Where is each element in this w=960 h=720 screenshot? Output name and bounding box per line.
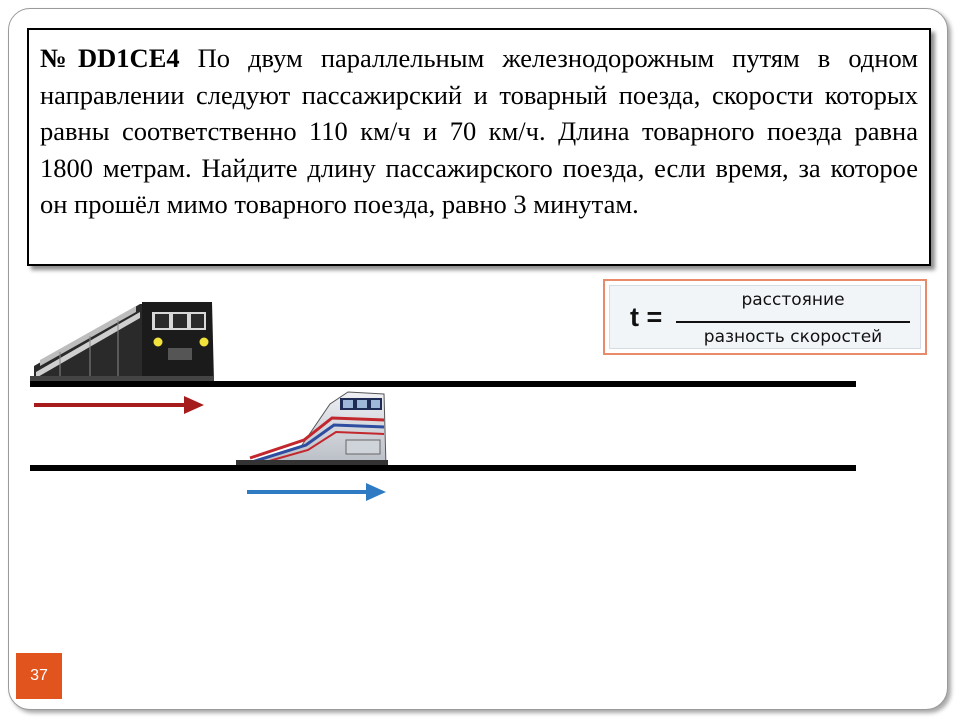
- passenger-train-image: [30, 302, 214, 382]
- upper-direction-arrow: [34, 396, 204, 414]
- problem-statement: По двум параллельным железнодорожным путям в одном направлении следуют пассажирский и товарный поезда, скорости которых равны соответственно 110 км/ч и 70 км/ч. Длина товарного поезда равна 1800 метрам. Найдите длину пассажирского поезда, если время, за которое он прошёл мимо товарного поезда, равно 3 минутам.: [40, 43, 919, 219]
- upper-track: [30, 381, 856, 387]
- lower-track: [30, 465, 856, 471]
- formula-denominator: разность скоростей: [703, 327, 883, 347]
- freight-train-image: [236, 392, 388, 467]
- problem-id: №DD1CE4: [40, 43, 180, 73]
- slide-number: 37: [16, 653, 62, 699]
- lower-direction-arrow: [247, 483, 386, 501]
- formula-lhs: t =: [630, 302, 663, 332]
- formula-numerator: расстояние: [741, 290, 845, 310]
